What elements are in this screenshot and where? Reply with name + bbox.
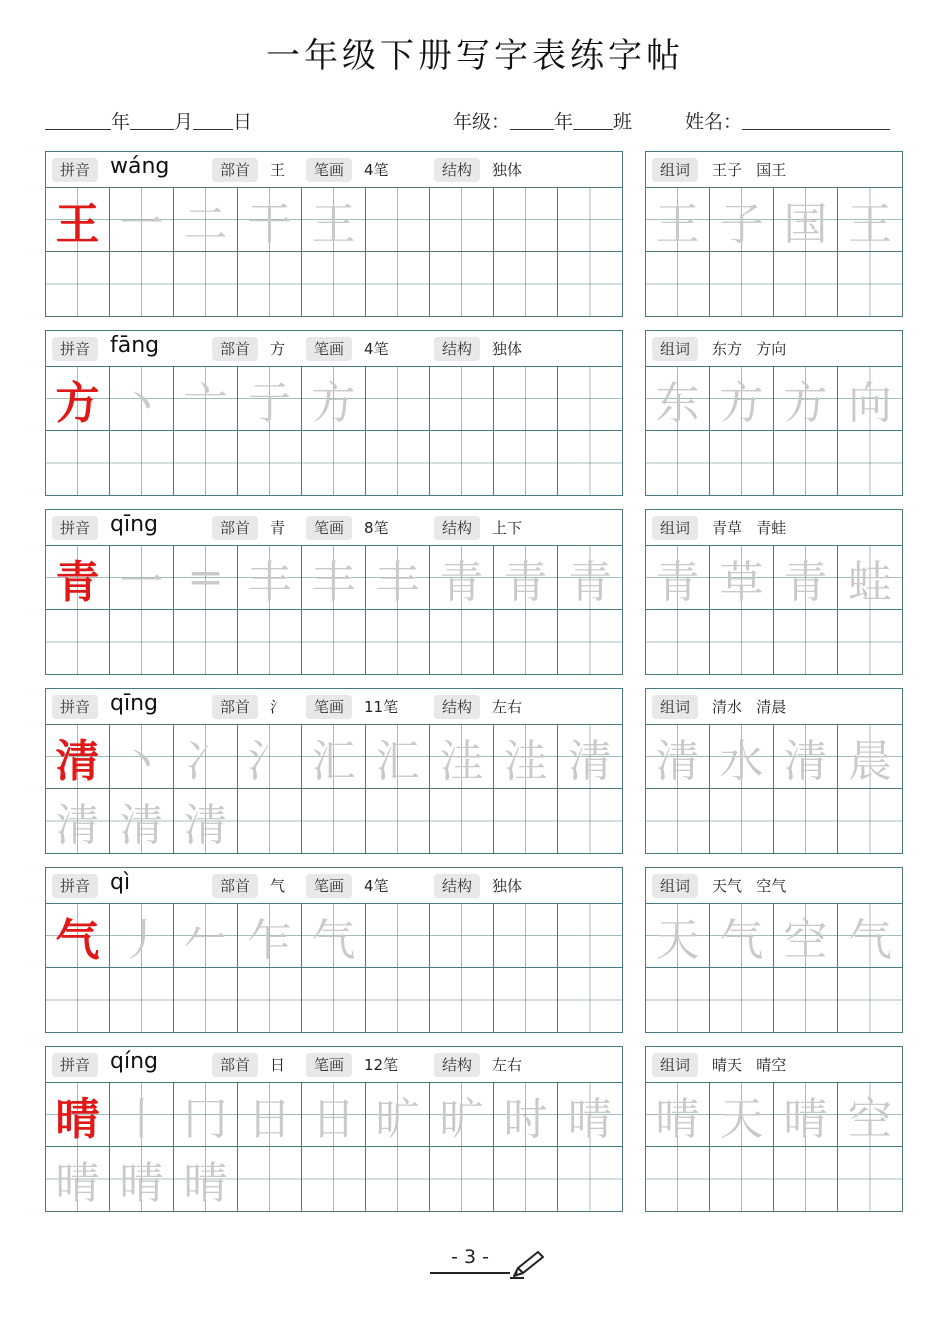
practice-cell[interactable]: [710, 431, 774, 495]
radical-label: 部首: [212, 158, 258, 182]
card-header: [46, 1047, 622, 1083]
model-character: 晴: [46, 1083, 110, 1147]
model-character: 气: [46, 904, 110, 968]
practice-cell[interactable]: [494, 252, 558, 316]
stroke-step-cell[interactable]: 乍: [238, 904, 302, 968]
practice-cell[interactable]: [46, 252, 110, 316]
card-header: [46, 510, 622, 546]
stroke-step-cell[interactable]: 日: [302, 1083, 366, 1147]
character-card: [45, 151, 623, 317]
stroke-step-cell[interactable]: 一: [110, 188, 174, 252]
practice-cell[interactable]: [494, 968, 558, 1032]
practice-cell[interactable]: [710, 968, 774, 1032]
model-character: 方: [46, 367, 110, 431]
practice-cell[interactable]: [174, 431, 238, 495]
word-trace-cell[interactable]: 子: [710, 188, 774, 252]
grade-year-label: 年: [554, 111, 574, 133]
practice-cell[interactable]: [646, 252, 710, 316]
strokes-value: 11笔: [364, 698, 399, 716]
words-value: 东方 方向: [712, 340, 787, 358]
class-blank[interactable]: [573, 112, 613, 130]
words-label: 组词: [652, 1053, 698, 1077]
practice-cell[interactable]: [494, 610, 558, 674]
word-trace-cell[interactable]: 天: [710, 1083, 774, 1147]
practice-cell[interactable]: [494, 1147, 558, 1211]
stroke-step-cell[interactable]: 𠂉: [174, 904, 238, 968]
practice-cell[interactable]: [774, 431, 838, 495]
stroke-step-cell[interactable]: 氵: [238, 725, 302, 789]
practice-cell[interactable]: [110, 431, 174, 495]
word-trace-cell[interactable]: 清: [646, 725, 710, 789]
practice-cell[interactable]: [366, 610, 430, 674]
stroke-step-cell[interactable]: 晴: [46, 1147, 110, 1211]
practice-cell[interactable]: [46, 431, 110, 495]
stroke-step-cell[interactable]: 丰: [238, 546, 302, 610]
practice-cell[interactable]: [238, 968, 302, 1032]
grade-blank[interactable]: [510, 112, 554, 130]
practice-cell[interactable]: [494, 367, 558, 431]
practice-cell[interactable]: [302, 252, 366, 316]
stroke-step-cell[interactable]: 干: [238, 188, 302, 252]
word-trace-cell[interactable]: 王: [646, 188, 710, 252]
structure-label: 结构: [434, 516, 480, 540]
word-trace-cell[interactable]: 气: [710, 904, 774, 968]
stroke-step-cell[interactable]: 一: [110, 546, 174, 610]
structure-label: 结构: [434, 158, 480, 182]
pinyin-label: 拼音: [52, 874, 98, 898]
practice-cell[interactable]: [558, 1147, 622, 1211]
class-label: 班: [613, 111, 633, 133]
stroke-step-cell[interactable]: 丶: [110, 367, 174, 431]
stroke-step-cell[interactable]: 冫: [174, 725, 238, 789]
word-trace-cell[interactable]: 水: [710, 725, 774, 789]
strokes-value: 4笔: [364, 161, 389, 179]
practice-cell[interactable]: [366, 431, 430, 495]
character-card: [45, 509, 623, 675]
month-label: 月: [174, 111, 194, 133]
practice-cell[interactable]: [302, 610, 366, 674]
stroke-step-cell[interactable]: 青: [494, 546, 558, 610]
stroke-step-cell[interactable]: 丰: [302, 546, 366, 610]
day-blank[interactable]: [193, 112, 233, 130]
strokes-label: 笔画: [306, 516, 352, 540]
practice-cell[interactable]: [558, 968, 622, 1032]
practice-cell[interactable]: [558, 367, 622, 431]
structure-value: 独体: [492, 340, 523, 358]
practice-cell[interactable]: [838, 431, 902, 495]
word-trace-cell[interactable]: 清: [774, 725, 838, 789]
radical-label: 部首: [212, 695, 258, 719]
year-label: 年: [111, 111, 131, 133]
pinyin-label: 拼音: [52, 158, 98, 182]
stroke-step-cell[interactable]: 汇: [366, 725, 430, 789]
word-trace-cell[interactable]: 蛙: [838, 546, 902, 610]
name-field[interactable]: [685, 107, 890, 134]
stroke-step-cell[interactable]: 二: [174, 188, 238, 252]
practice-cell[interactable]: [302, 431, 366, 495]
page-number: - 3 -: [430, 1246, 510, 1274]
pinyin-label: 拼音: [52, 516, 98, 540]
grade-label: 年级：: [453, 111, 511, 133]
practice-cell[interactable]: [558, 789, 622, 853]
word-card-header: [646, 331, 902, 367]
pinyin-value: fāng: [110, 333, 160, 358]
word-trace-cell[interactable]: 晴: [774, 1083, 838, 1147]
practice-cell[interactable]: [774, 968, 838, 1032]
word-trace-cell[interactable]: 向: [838, 367, 902, 431]
strokes-label: 笔画: [306, 337, 352, 361]
word-card-header: [646, 510, 902, 546]
words-label: 组词: [652, 158, 698, 182]
stroke-step-cell[interactable]: 气: [302, 904, 366, 968]
stroke-step-cell[interactable]: 洼: [430, 725, 494, 789]
stroke-step-cell[interactable]: 汇: [302, 725, 366, 789]
page-title: 一年级下册写字表练字帖: [266, 36, 684, 76]
practice-cell[interactable]: [238, 610, 302, 674]
word-trace-cell[interactable]: 空: [774, 904, 838, 968]
character-card: [45, 867, 623, 1033]
practice-cell[interactable]: [366, 968, 430, 1032]
practice-cell[interactable]: [838, 1147, 902, 1211]
words-label: 组词: [652, 695, 698, 719]
word-card: [645, 688, 903, 854]
practice-cell[interactable]: [302, 1147, 366, 1211]
word-trace-cell[interactable]: 晨: [838, 725, 902, 789]
character-card: [45, 688, 623, 854]
practice-cell[interactable]: [302, 789, 366, 853]
month-blank[interactable]: [130, 112, 174, 130]
practice-cell[interactable]: [430, 789, 494, 853]
stroke-step-cell[interactable]: 晴: [174, 1147, 238, 1211]
word-card: [645, 1046, 903, 1212]
practice-cell[interactable]: [838, 968, 902, 1032]
strokes-label: 笔画: [306, 158, 352, 182]
stroke-step-cell[interactable]: 旷: [366, 1083, 430, 1147]
word-card-header: [646, 152, 902, 188]
structure-value: 左右: [492, 698, 523, 716]
pinyin-label: 拼音: [52, 695, 98, 719]
name-blank[interactable]: [742, 112, 890, 130]
word-card-header: [646, 689, 902, 725]
model-character: 青: [46, 546, 110, 610]
words-value: 清水 清晨: [712, 698, 787, 716]
practice-cell[interactable]: [430, 1147, 494, 1211]
pinyin-value: wáng: [110, 154, 170, 179]
practice-cell[interactable]: [494, 431, 558, 495]
practice-cell[interactable]: [646, 789, 710, 853]
radical-value: 日: [270, 1056, 286, 1074]
word-trace-cell[interactable]: 国: [774, 188, 838, 252]
radical-label: 部首: [212, 874, 258, 898]
radical-value: 气: [270, 877, 286, 895]
card-header: [46, 152, 622, 188]
practice-cell[interactable]: [838, 252, 902, 316]
word-trace-cell[interactable]: 气: [838, 904, 902, 968]
word-trace-cell[interactable]: 青: [774, 546, 838, 610]
stroke-step-cell[interactable]: 亠: [174, 367, 238, 431]
card-header: [46, 868, 622, 904]
stroke-step-cell[interactable]: 清: [558, 725, 622, 789]
practice-cell[interactable]: [430, 968, 494, 1032]
word-trace-cell[interactable]: 空: [838, 1083, 902, 1147]
practice-cell[interactable]: [710, 610, 774, 674]
word-card: [645, 867, 903, 1033]
character-card: [45, 330, 623, 496]
pinyin-value: qīng: [110, 512, 158, 537]
practice-cell[interactable]: [558, 252, 622, 316]
word-trace-cell[interactable]: 方: [710, 367, 774, 431]
pinyin-label: 拼音: [52, 337, 98, 361]
practice-cell[interactable]: [710, 1147, 774, 1211]
card-header: [46, 331, 622, 367]
stroke-step-cell[interactable]: 晴: [558, 1083, 622, 1147]
words-value: 晴天 晴空: [712, 1056, 787, 1074]
words-value: 青草 青蛙: [712, 519, 787, 537]
practice-cell[interactable]: [430, 367, 494, 431]
structure-label: 结构: [434, 337, 480, 361]
word-trace-cell[interactable]: 晴: [646, 1083, 710, 1147]
strokes-value: 8笔: [364, 519, 389, 537]
pinyin-value: qīng: [110, 691, 158, 716]
word-card-header: [646, 868, 902, 904]
word-trace-cell[interactable]: 王: [838, 188, 902, 252]
strokes-value: 4笔: [364, 340, 389, 358]
practice-cell[interactable]: [646, 431, 710, 495]
practice-cell[interactable]: [774, 252, 838, 316]
practice-cell[interactable]: [430, 904, 494, 968]
practice-cell[interactable]: [174, 610, 238, 674]
practice-cell[interactable]: [302, 968, 366, 1032]
stroke-step-cell[interactable]: 清: [46, 789, 110, 853]
day-label: 日: [233, 111, 253, 133]
pinyin-value: qíng: [110, 1049, 158, 1074]
radical-label: 部首: [212, 337, 258, 361]
word-trace-cell[interactable]: 方: [774, 367, 838, 431]
stroke-step-cell[interactable]: 方: [302, 367, 366, 431]
words-value: 王子 国王: [712, 161, 787, 179]
practice-cell[interactable]: [430, 188, 494, 252]
stroke-step-cell[interactable]: =: [174, 546, 238, 610]
stroke-step-cell[interactable]: 丨: [110, 1083, 174, 1147]
name-label: 姓名：: [685, 111, 743, 133]
practice-cell[interactable]: [646, 968, 710, 1032]
practice-cell[interactable]: [494, 904, 558, 968]
practice-cell[interactable]: [774, 789, 838, 853]
radical-value: 方: [270, 340, 286, 358]
practice-cell[interactable]: [46, 968, 110, 1032]
practice-cell[interactable]: [430, 431, 494, 495]
practice-cell[interactable]: [774, 610, 838, 674]
practice-cell[interactable]: [238, 252, 302, 316]
year-blank[interactable]: [45, 112, 111, 130]
radical-label: 部首: [212, 516, 258, 540]
structure-value: 独体: [492, 161, 523, 179]
word-card: [645, 509, 903, 675]
words-label: 组词: [652, 337, 698, 361]
stroke-step-cell[interactable]: 青: [558, 546, 622, 610]
strokes-label: 笔画: [306, 695, 352, 719]
pinyin-label: 拼音: [52, 1053, 98, 1077]
word-card: [645, 330, 903, 496]
practice-cell[interactable]: [430, 610, 494, 674]
word-trace-cell[interactable]: 东: [646, 367, 710, 431]
stroke-step-cell[interactable]: 丿: [110, 904, 174, 968]
practice-cell[interactable]: [110, 252, 174, 316]
practice-cell[interactable]: [646, 1147, 710, 1211]
strokes-value: 4笔: [364, 877, 389, 895]
words-label: 组词: [652, 874, 698, 898]
structure-label: 结构: [434, 1053, 480, 1077]
practice-cell[interactable]: [558, 610, 622, 674]
stroke-step-cell[interactable]: 旷: [430, 1083, 494, 1147]
word-trace-cell[interactable]: 天: [646, 904, 710, 968]
stroke-step-cell[interactable]: 清: [110, 789, 174, 853]
words-label: 组词: [652, 516, 698, 540]
practice-cell[interactable]: [238, 1147, 302, 1211]
radical-value: 王: [270, 161, 286, 179]
stroke-step-cell[interactable]: 王: [302, 188, 366, 252]
stroke-step-cell[interactable]: 清: [174, 789, 238, 853]
structure-label: 结构: [434, 874, 480, 898]
radical-label: 部首: [212, 1053, 258, 1077]
structure-value: 独体: [492, 877, 523, 895]
stroke-step-cell[interactable]: 日: [238, 1083, 302, 1147]
practice-cell[interactable]: [366, 789, 430, 853]
date-field[interactable]: [45, 107, 252, 134]
practice-cell[interactable]: [494, 188, 558, 252]
structure-value: 左右: [492, 1056, 523, 1074]
practice-cell[interactable]: [174, 252, 238, 316]
practice-cell[interactable]: [646, 610, 710, 674]
word-trace-cell[interactable]: 草: [710, 546, 774, 610]
practice-cell[interactable]: [366, 252, 430, 316]
strokes-label: 笔画: [306, 1053, 352, 1077]
word-trace-cell[interactable]: 青: [646, 546, 710, 610]
practice-cell[interactable]: [366, 1147, 430, 1211]
practice-cell[interactable]: [838, 610, 902, 674]
practice-cell[interactable]: [710, 789, 774, 853]
practice-cell[interactable]: [366, 904, 430, 968]
character-card: [45, 1046, 623, 1212]
strokes-label: 笔画: [306, 874, 352, 898]
grade-class-field[interactable]: [453, 107, 632, 134]
stroke-step-cell[interactable]: 丰: [366, 546, 430, 610]
practice-cell[interactable]: [110, 968, 174, 1032]
practice-cell[interactable]: [366, 367, 430, 431]
pen-icon: [510, 1250, 546, 1280]
practice-cell[interactable]: [774, 1147, 838, 1211]
practice-cell[interactable]: [558, 904, 622, 968]
model-character: 清: [46, 725, 110, 789]
radical-value: 氵: [270, 698, 286, 716]
pinyin-value: qì: [110, 870, 131, 895]
practice-cell[interactable]: [366, 188, 430, 252]
practice-cell[interactable]: [494, 789, 558, 853]
stroke-step-cell[interactable]: 亍: [238, 367, 302, 431]
practice-cell[interactable]: [46, 610, 110, 674]
stroke-step-cell[interactable]: 丶: [110, 725, 174, 789]
practice-cell[interactable]: [110, 610, 174, 674]
practice-cell[interactable]: [238, 789, 302, 853]
stroke-step-cell[interactable]: 青: [430, 546, 494, 610]
practice-cell[interactable]: [430, 252, 494, 316]
stroke-step-cell[interactable]: 洼: [494, 725, 558, 789]
structure-value: 上下: [492, 519, 523, 537]
practice-cell[interactable]: [174, 968, 238, 1032]
words-value: 天气 空气: [712, 877, 787, 895]
stroke-step-cell[interactable]: 冂: [174, 1083, 238, 1147]
strokes-value: 12笔: [364, 1056, 399, 1074]
practice-cell[interactable]: [238, 431, 302, 495]
word-card: [645, 151, 903, 317]
stroke-step-cell[interactable]: 晴: [110, 1147, 174, 1211]
practice-cell[interactable]: [558, 188, 622, 252]
stroke-step-cell[interactable]: 时: [494, 1083, 558, 1147]
structure-label: 结构: [434, 695, 480, 719]
radical-value: 青: [270, 519, 286, 537]
word-card-header: [646, 1047, 902, 1083]
practice-cell[interactable]: [710, 252, 774, 316]
practice-cell[interactable]: [838, 789, 902, 853]
practice-cell[interactable]: [558, 431, 622, 495]
model-character: 王: [46, 188, 110, 252]
card-header: [46, 689, 622, 725]
